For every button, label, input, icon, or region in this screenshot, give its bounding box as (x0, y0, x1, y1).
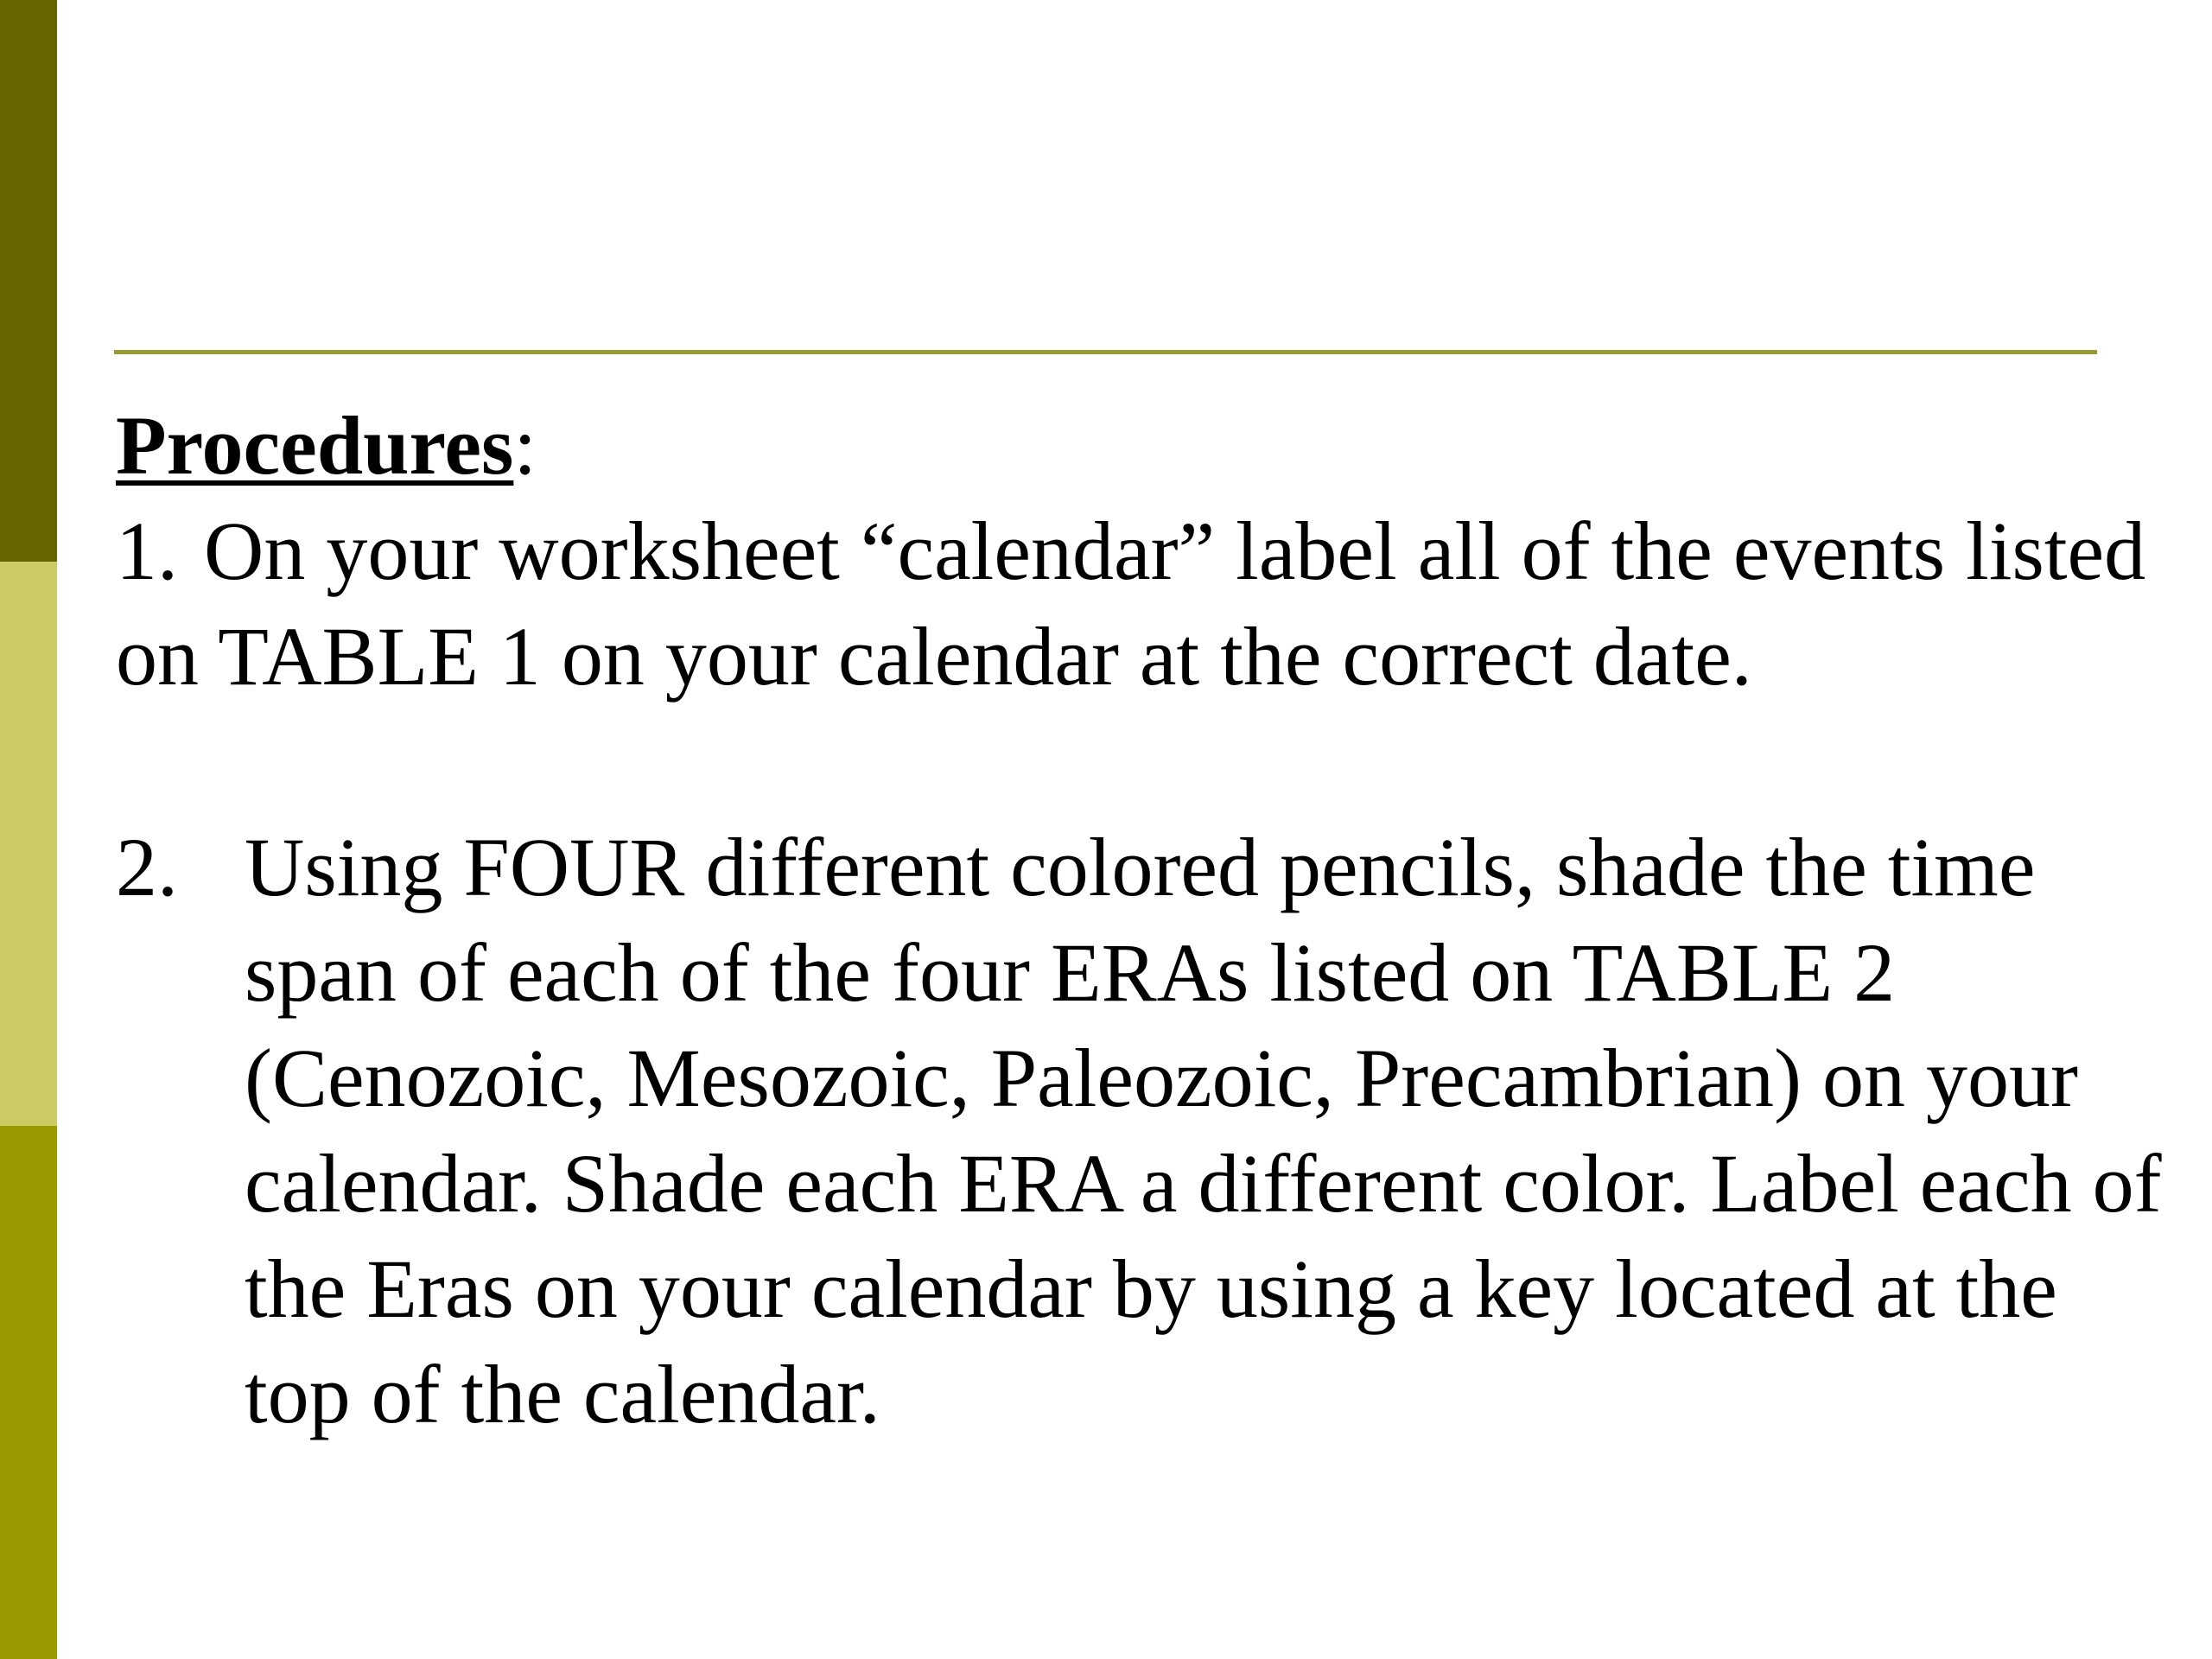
step-2 (116, 815, 2172, 1447)
procedures-heading-colon: : (513, 399, 537, 492)
step-1 (116, 499, 2172, 709)
step-1-number: 1. (116, 505, 178, 597)
step-2-text: Using FOUR different colored pencils, shade the time span of each of the four ERAs listed on TABLE 2 (Cenozoic, Mesozoic, Paleozoic, Precambrian) on your calendar. Shade each ERA a different color. Label each of the Eras on your calendar by using a key located at the top of the calendar. (245, 821, 2162, 1440)
side-bar-top-segment (0, 0, 57, 562)
procedures-heading (116, 393, 2172, 499)
title-divider-rule (114, 350, 2097, 354)
side-bar-bottom-segment (0, 1126, 57, 1659)
procedures-heading-text: Procedures (116, 399, 514, 492)
slide-content (116, 393, 2172, 1447)
step-2-number: 2. (116, 821, 178, 913)
step-1-text: On your worksheet “calendar” label all of the events listed on TABLE 1 on your calendar at the correct date. (116, 505, 2146, 702)
side-bar-middle-segment (0, 562, 57, 1126)
